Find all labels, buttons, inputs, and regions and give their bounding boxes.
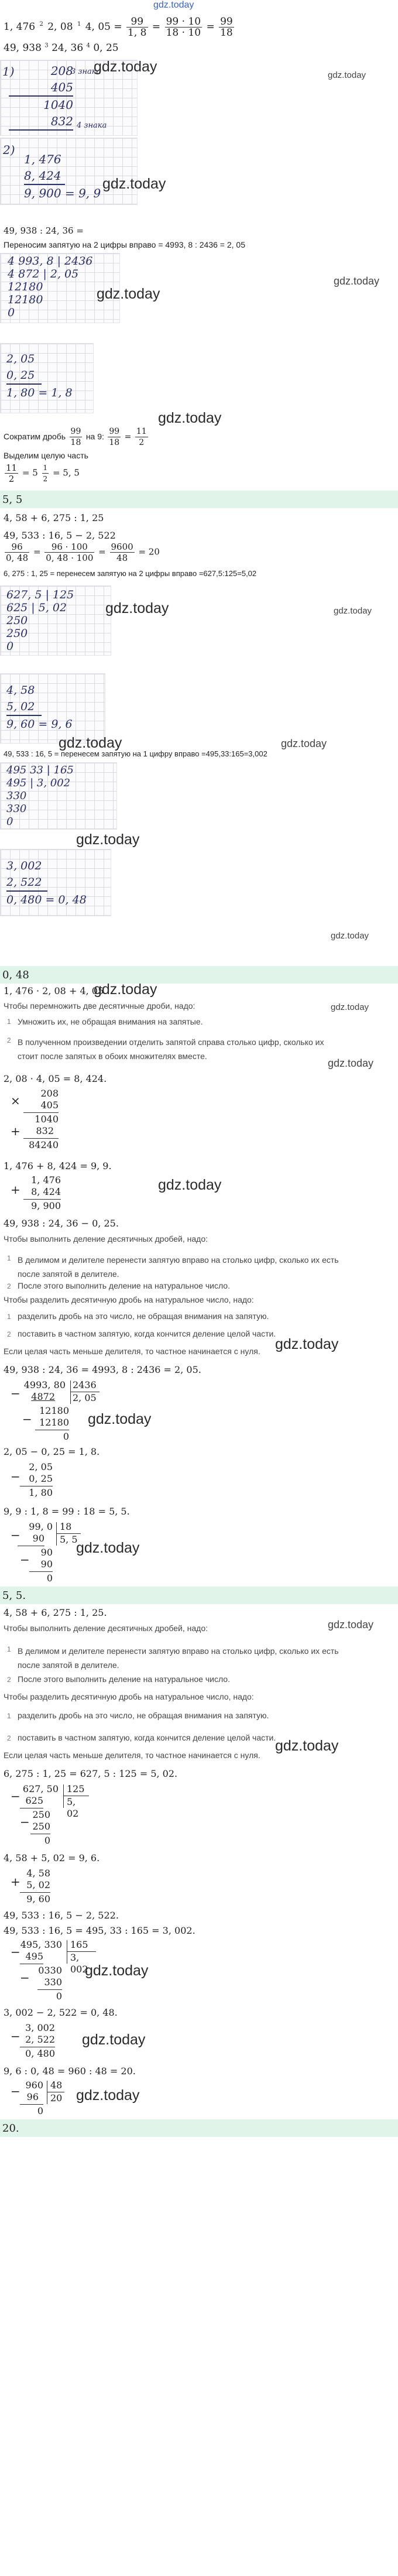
- watermark: gdz.today: [88, 1411, 152, 1427]
- sol1-term-c: 4, 05: [85, 21, 111, 33]
- watermark: gdz.today: [94, 981, 157, 998]
- watermark: gdz.today: [105, 600, 169, 616]
- handwritten-multiplication-1: 208 405 1040 832 3 знака 4 знака: [0, 60, 138, 136]
- sol1-expression-line: 1, 476 2 2, 08 1 4, 05 = $\frac{99}{1, 8}$ = $\frac{99 \cdot 10}{18 \cdot 10}$ = $\frac{99}{18}$: [4, 16, 233, 39]
- handwritten-division-2: 627, 5 | 125 625 | 5, 02 250 250 0: [0, 585, 111, 656]
- watermark: gdz.today: [76, 1540, 140, 1556]
- watermark: gdz.today: [76, 2087, 140, 2104]
- watermark: gdz.today: [275, 1738, 339, 1754]
- answer-band-2: 0, 48: [0, 966, 398, 984]
- answer-band-3: 5, 5.: [0, 1587, 398, 1604]
- watermark-small: gdz.today: [331, 1002, 369, 1012]
- site-header-link[interactable]: gdz.today: [153, 0, 194, 10]
- watermark-small: gdz.today: [328, 1619, 374, 1630]
- answer-band-4: 20.: [0, 2119, 398, 2137]
- watermark: gdz.today: [76, 831, 140, 848]
- handwritten-subtraction-2: 3, 002 2, 522 0, 480 = 0, 48: [0, 849, 111, 916]
- watermark: gdz.today: [59, 735, 122, 751]
- watermark: gdz.today: [102, 176, 166, 192]
- sol1-term-a: 1, 476: [4, 21, 36, 33]
- watermark-small: gdz.today: [328, 70, 366, 80]
- handwritten-subtraction-1: 2, 05 0, 25 1, 80 = 1, 8: [0, 343, 94, 413]
- reduce-fraction-line: Сократим дробь $\frac{99}{18}$ на 9: $\frac{99}{18}$ = $\frac{11}{2}$: [4, 427, 147, 447]
- watermark-small: gdz.today: [331, 931, 369, 941]
- watermark-small: gdz.today: [334, 275, 380, 287]
- answer-band-1: 5, 5: [0, 491, 398, 508]
- sol1-term-b: 2, 08: [47, 21, 73, 33]
- watermark: gdz.today: [275, 1336, 339, 1352]
- handwritten-addition-2: 4, 58 5, 02 9, 60 = 9, 6: [0, 673, 105, 744]
- watermark: gdz.today: [94, 59, 157, 75]
- handwritten-division-1: 4 993, 8 | 2436 4 872 | 2, 05 12180 12180 0: [0, 253, 120, 323]
- watermark: gdz.today: [97, 286, 160, 302]
- handwritten-addition-1: 1, 476 8, 424 9, 900 = 9, 9 2): [0, 138, 138, 205]
- handwritten-division-3: 495 33 | 165 495 | 3, 002 330 330 0: [0, 762, 117, 830]
- watermark-small: gdz.today: [328, 1057, 374, 1069]
- watermark-small: gdz.today: [281, 738, 327, 749]
- whole-part-line: $\frac{11}{2}$ = 5 $\frac{1}{2}$ = 5, 5: [6, 463, 80, 484]
- watermark: gdz.today: [85, 1962, 149, 1979]
- watermark: gdz.today: [158, 410, 222, 426]
- watermark: gdz.today: [82, 2032, 146, 2048]
- watermark: gdz.today: [158, 1177, 222, 1193]
- sol1-expression-line2: 49, 938 $^3$ 24, 36 $^4$ 0, 25: [4, 42, 119, 54]
- sol2-fraction-line: $\frac{96}{0, 48}$ = $\frac{96 \cdot 100}{0, 48 \cdot 100}$ = $\frac{9600}{48}$ = 20: [6, 542, 160, 563]
- watermark-small: gdz.today: [334, 606, 372, 616]
